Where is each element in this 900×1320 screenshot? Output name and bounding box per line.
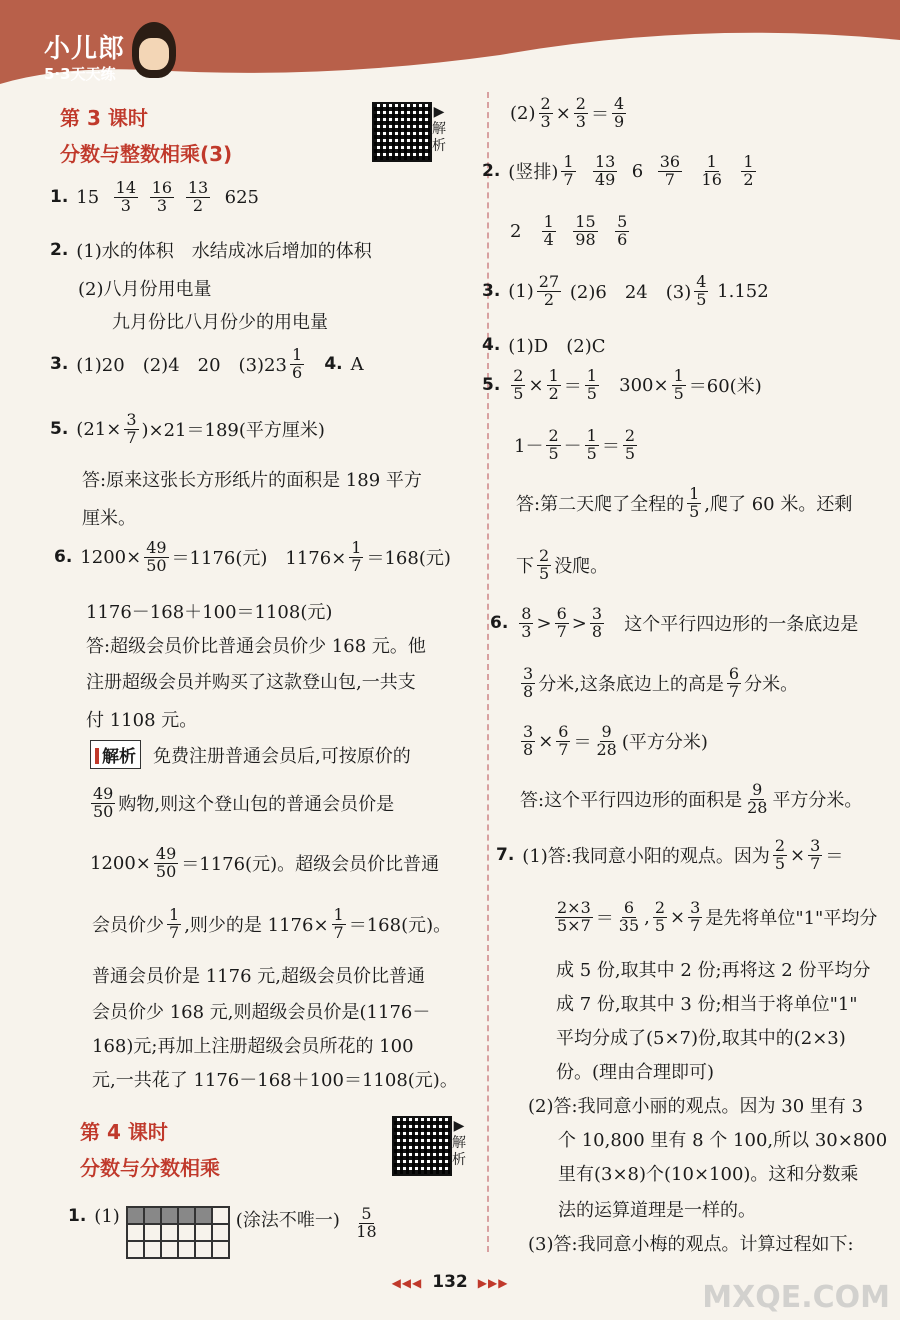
lesson4-answer-q1: 1. (1) (涂法不唯一) $\frac{5}{18}$ (68, 1206, 382, 1259)
qr-analysis-label[interactable]: ▶ 解析 (432, 104, 446, 154)
answer-q5: 5. (21× $\frac{3}{7}$ )×21＝189(平方厘米) (50, 410, 325, 447)
answer-q6: 6. 1200× $\frac{49}{50}$ ＝1176(元) 1176× $\frac{1}{7}$ ＝168(元) (54, 538, 451, 575)
answer-r7-line6: 份。(理由合理即可) (556, 1062, 715, 1083)
answer-r5-line2: 1－ $\frac{2}{5}$ － $\frac{1}{5}$ ＝ $\frac{2}{5}$ (514, 426, 636, 463)
brand-logo (44, 28, 125, 84)
analysis-line7: 168)元;再加上注册超级会员所花的 100 (92, 1036, 414, 1057)
analysis-tag: 解析 (90, 740, 141, 769)
answer-r7: 7. (1)答:我同意小阳的观点。因为 $\frac{2}{5}$ × $\frac{3}{7}$ ＝ (496, 836, 844, 873)
answer-r3: 3. (1) $\frac{27}{2}$ (2)6 24 (3) $\frac{4}{5}$ 1.152 (482, 272, 769, 309)
mascot-icon (132, 22, 176, 78)
answer-q1: 1. 15 $\frac{14}{3}$ $\frac{16}{3}$ $\frac{13}{2}$ 625 (50, 178, 260, 215)
answer-r7-line8: 个 10,800 里有 8 个 100,所以 30×800 (558, 1130, 888, 1151)
lesson4-title: 第 4 课时 (80, 1120, 168, 1144)
answer-q3: 3. (1)20 (2)4 20 (3)23 $\frac{1}{6}$ 4. A (50, 345, 364, 382)
answer-r6-reply: 答:这个平行四边形的面积是 $\frac{9}{28}$ 平方分米。 (520, 780, 863, 817)
analysis-line8: 元,一共花了 1176－168＋100＝1108(元)。 (92, 1070, 458, 1091)
answer-r7-line7: (2)答:我同意小丽的观点。因为 30 里有 3 (528, 1096, 864, 1117)
answer-q6-reply1: 答:超级会员价比普通会员价少 168 元。他 (86, 636, 426, 657)
answer-q5-reply2: 厘米。 (82, 508, 136, 529)
answer-r6-line3: $\frac{3}{8}$ × $\frac{6}{7}$ ＝ $\frac{9}{28}$ (平方分米) (523, 722, 708, 759)
analysis-line1: 免费注册普通会员后,可按原价的 (153, 745, 411, 767)
prev-arrows-icon: ◀◀◀ (391, 1276, 423, 1290)
answer-r5: 5. $\frac{2}{5}$ × $\frac{1}{2}$ ＝ $\frac{1}{5}$ 300× $\frac{1}{5}$ ＝60(米) (482, 366, 762, 403)
lesson4-subtitle: 分数与分数相乘 (80, 1156, 220, 1180)
answer-q6-calc: 1176－168＋100＝1108(元) (86, 602, 333, 623)
answer-r1: (2) $\frac{2}{3}$ × $\frac{2}{3}$ ＝ $\frac{4}{9}$ (510, 94, 625, 131)
answer-r2-line2: 2 $\frac{1}{4}$ $\frac{15}{98}$ $\frac{5}{6}$ (510, 212, 628, 249)
page-header (0, 0, 900, 90)
answer-q2-line3: 九月份比八月份少的用电量 (112, 312, 328, 333)
analysis-line6: 会员价少 168 元,则超级会员价是(1176－ (92, 1002, 431, 1023)
answer-r2: 2. (竖排) $\frac{1}{7}$ $\frac{13}{49}$ 6 $\frac{36}{7}$ $\frac{1}{16}$ $\frac{1}{2}$ (482, 152, 754, 189)
analysis-line3: 1200× $\frac{49}{50}$ ＝1176(元)。超级会员价比普通 (90, 844, 440, 881)
analysis-line4: 会员价少 $\frac{1}{7}$ ,则少的是 1176× $\frac{1}{7}$ ＝168(元)。 (92, 905, 452, 942)
answer-q2: 2. (1)水的体积 水结成冰后增加的体积 (50, 240, 372, 262)
lesson3-subtitle: 分数与整数相乘(3) (60, 142, 233, 166)
answer-r7-line10: 法的运算道理是一样的。 (558, 1200, 756, 1221)
answer-q2-line2: (2)八月份用电量 (78, 279, 212, 300)
lesson3-title: 第 3 课时 (60, 106, 148, 130)
answer-r7-line4: 成 7 份,取其中 3 份;相当于将单位"1" (556, 994, 858, 1015)
answer-r4: 4. (1)D (2)C (482, 335, 606, 357)
answer-r5-reply1: 答:第二天爬了全程的 $\frac{1}{5}$ ,爬了 60 米。还剩 (516, 484, 853, 521)
answer-r7-line11: (3)答:我同意小梅的观点。计算过程如下: (528, 1234, 854, 1255)
answer-q6-reply3: 付 1108 元。 (86, 710, 198, 731)
logo-title: 小儿郎 (44, 34, 126, 64)
shaded-grid (126, 1206, 230, 1259)
answer-r6-line2: $\frac{3}{8}$ 分米,这条底边上的高是 $\frac{6}{7}$ 分米。 (523, 664, 799, 701)
column-divider (487, 92, 489, 1252)
answer-r6: 6. $\frac{8}{3}$ > $\frac{6}{7}$ > $\frac{3}{8}$ 这个平行四边形的一条底边是 (490, 604, 859, 641)
analysis-line2: $\frac{49}{50}$ 购物,则这个登山包的普通会员价是 (93, 784, 395, 821)
page-number: ◀◀◀ 132 ▶▶▶ (391, 1272, 509, 1292)
analysis-line5: 普通会员价是 1176 元,超级会员价比普通 (92, 966, 425, 987)
qr-code-icon[interactable] (372, 102, 432, 162)
answer-r7-line2: $\frac{2\times 3}{5\times 7}$ ＝ $\frac{6}{35}$ , $\frac{2}{5}$ × $\frac{3}{7}$ 是先将单位"1"平均分 (557, 898, 878, 935)
answer-r7-line3: 成 5 份,取其中 2 份;再将这 2 份平均分 (556, 960, 871, 981)
answer-q5-reply1: 答:原来这张长方形纸片的面积是 189 平方 (82, 470, 422, 491)
answer-r7-line9: 里有(3×8)个(10×100)。这和分数乘 (558, 1164, 859, 1185)
qr-code-icon-2[interactable] (392, 1116, 452, 1176)
qr-analysis-label-2[interactable]: ▶ 解析 (452, 1118, 466, 1168)
answer-r5-reply2: 下 $\frac{2}{5}$ 没爬。 (516, 546, 609, 583)
answer-q6-reply2: 注册超级会员并购买了这款登山包,一共支 (86, 672, 416, 693)
next-arrows-icon: ▶▶▶ (477, 1276, 509, 1290)
logo-subtitle: 5·3天天练 (44, 65, 116, 83)
answer-r7-line5: 平均分成了(5×7)份,取其中的(2×3) (556, 1028, 846, 1049)
watermark: MXQE.COM (702, 1280, 890, 1315)
